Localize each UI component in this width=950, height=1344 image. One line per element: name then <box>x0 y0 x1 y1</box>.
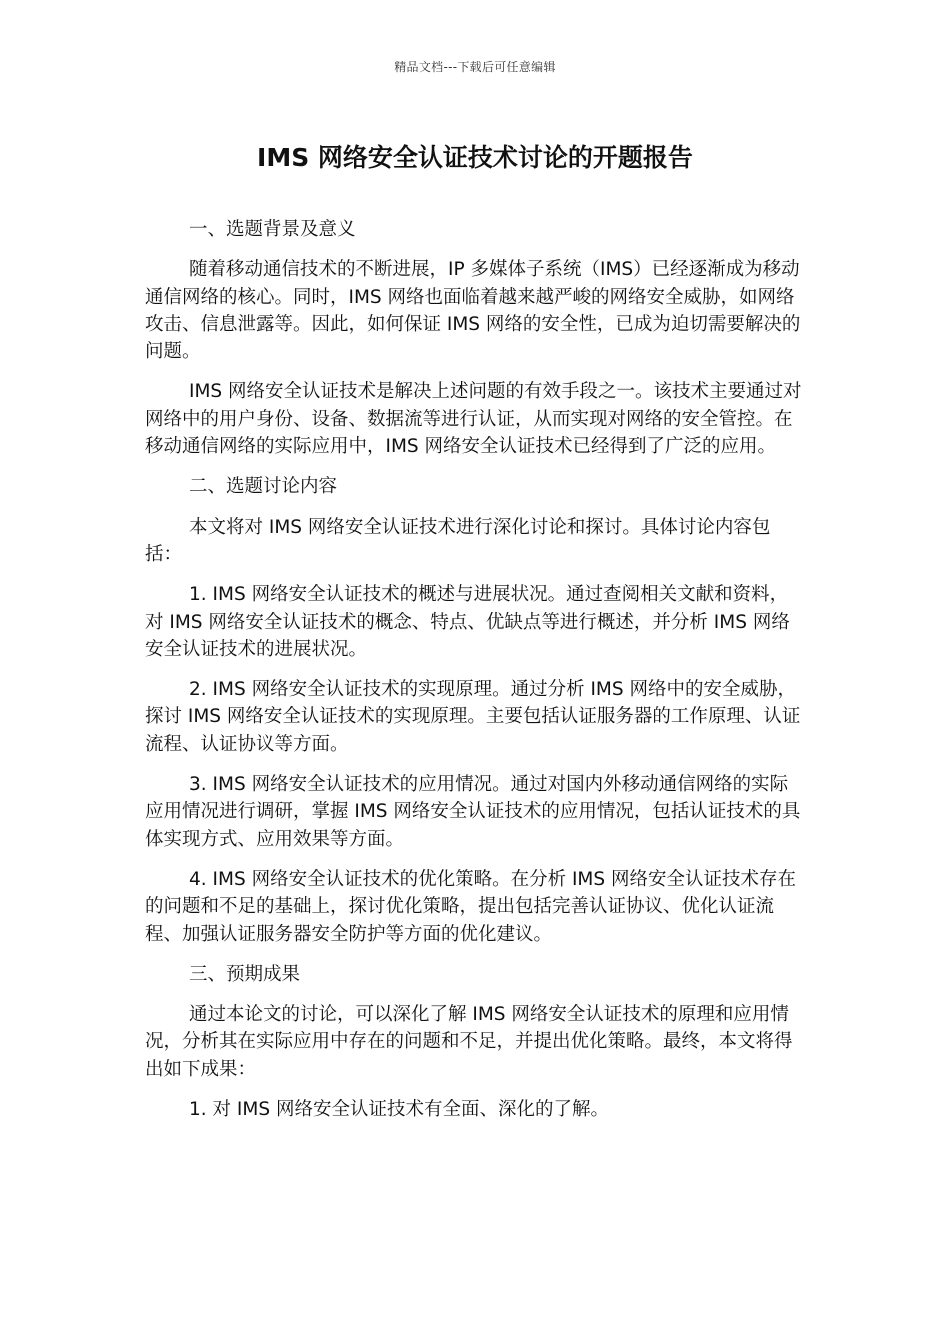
section-heading-background: 一、选题背景及意义 <box>189 219 356 240</box>
paragraph-expected-intro: 通过本论文的讨论，可以深化了解 IMS 网络安全认证技术的原理和应用情况，分析其在实际应用中存在的问题和不足，并提出优化策略。最终，本文将得出如下成果： <box>145 1004 793 1080</box>
header-note: 精品文档---下载后可任意编辑 <box>394 60 556 74</box>
paragraph-background-2: IMS 网络安全认证技术是解决上述问题的有效手段之一。该技术主要通过对网络中的用户身份、设备、数据流等进行认证，从而实现对网络的安全管控。在移动通信网络的实际应用中，IMS 网络安全认证技术已经得到了广泛的应用。 <box>145 381 802 458</box>
list-item-expected-1: 1. 对 IMS 网络安全认证技术有全面、深化的了解。 <box>189 1099 609 1121</box>
section-heading-expected-results: 三、预期成果 <box>189 963 301 985</box>
section-heading-research-content: 二、选题讨论内容 <box>189 476 338 498</box>
list-item-research-4: 4. IMS 网络安全认证技术的优化策略。在分析 IMS 网络安全认证技术存在的问题和不足的基础上，探讨优化策略，提出包括完善认证协议、优化认证流程、加强认证服务器安全防护等方面的优化建议。 <box>145 868 796 945</box>
list-item-research-2: 2. IMS 网络安全认证技术的实现原理。通过分析 IMS 网络中的安全威胁，探讨 IMS 网络安全认证技术的实现原理。主要包括认证服务器的工作原理、认证流程、认证协议等方面。 <box>145 679 801 755</box>
paragraph-research-intro: 本文将对 IMS 网络安全认证技术进行深化讨论和探讨。具体讨论内容包括： <box>145 516 771 565</box>
list-item-research-1: 1. IMS 网络安全认证技术的概述与进展状况。通过查阅相关文献和资料，对 IMS 网络安全认证技术的概念、特点、优缺点等进行概述，并分析 IMS 网络安全认证技术的进展状况。 <box>145 584 790 660</box>
document-title: IMS 网络安全认证技术讨论的开题报告 <box>257 143 693 172</box>
paragraph-background-1: 随着移动通信技术的不断进展，IP 多媒体子系统（IMS）已经逐渐成为移动通信网络的核心。同时，IMS 网络也面临着越来越严峻的网络安全威胁，如网络攻击、信息泄露等。因此，如何保证 IMS 网络的安全性，已成为迫切需要解决的问题。 <box>145 259 801 363</box>
list-item-research-3: 3. IMS 网络安全认证技术的应用情况。通过对国内外移动通信网络的实际应用情况进行调研，掌握 IMS 网络安全认证技术的应用情况，包括认证技术的具体实现方式、应用效果等方面。 <box>145 774 801 850</box>
document-body <box>145 216 805 1136</box>
